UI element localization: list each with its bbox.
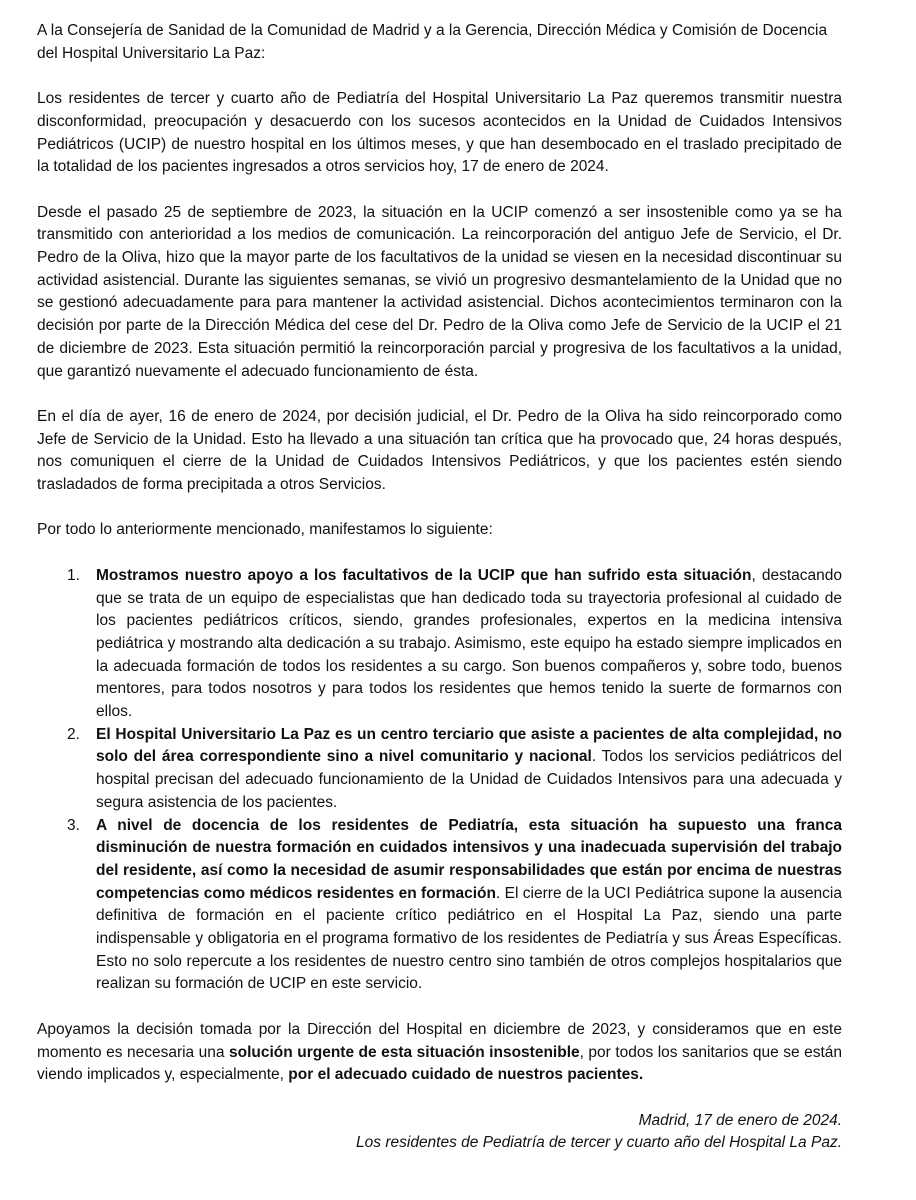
salutation bbox=[37, 20, 842, 65]
list-item-number: 2. bbox=[67, 725, 80, 743]
list-item bbox=[37, 724, 842, 815]
list-item-number: 1. bbox=[67, 566, 80, 584]
signature-place-date: Madrid, 17 de enero de 2024. bbox=[638, 1111, 842, 1129]
list-item bbox=[37, 565, 842, 724]
closing-bold-2: por el adecuado cuidado de nuestros pacientes. bbox=[288, 1066, 644, 1084]
list-item-text: , destacando que se trata de un equipo de especialistas que han dedicado toda su trayectoria profesional al cuidado de los pacientes pediátricos críticos, siendo, grandes profesionales, expertos en la medicina intensiva pediátrica y mostrando alta dedicación a su trabajo. Asimismo, este equipo ha estado siempre implicados en la adecuada formación de todos los residentes a su cargo. Son buenos compañeros y, sobre todo, buenos mentores, para todos nosotros y para todos los residentes que hemos tenido la suerte de formarnos con ellos. bbox=[96, 566, 842, 721]
signature-block bbox=[37, 1110, 842, 1155]
list-item bbox=[37, 815, 842, 997]
closing-text-1: Apoyamos la decisión tomada por la Dirección del Hospital en diciembre de 2023, y consideramos que en este momento es necesaria una bbox=[37, 1020, 842, 1061]
paragraph-current-events: En el día de ayer, 16 de enero de 2024, por decisión judicial, el Dr. Pedro de la Oliva ha sido reincorporado como Jefe de Servicio de la Unidad. Esto ha llevado a una situación tan crítica que ha provocado que, 24 horas después, nos comuniquen el cierre de la Unidad de Cuidados Intensivos Pediátricos, y que los pacientes estén siendo trasladados de forma precipitada a otros Servicios. bbox=[37, 407, 842, 494]
list-item-number: 3. bbox=[67, 816, 80, 834]
statement-list bbox=[37, 565, 842, 996]
signature-authors: Los residentes de Pediatría de tercer y cuarto año del Hospital La Paz. bbox=[356, 1134, 842, 1152]
paragraph-intro: Los residentes de tercer y cuarto año de Pediatría del Hospital Universitario La Paz queremos transmitir nuestra disconformidad, preocupación y desacuerdo con los sucesos acontecidos en la Unidad de Cuidados Intensivos Pediátricos (UCIP) de nuestro hospital en los últimos meses, y que han desembocado en el traslado precipitado de la totalidad de los pacientes ingresados a otros servicios hoy, 17 de enero de 2024. bbox=[37, 90, 842, 176]
letter-document bbox=[37, 20, 842, 1155]
paragraph-closing bbox=[37, 1019, 842, 1087]
salutation-line-1: A la Consejería de Sanidad de la Comunidad de Madrid y a la Gerencia, Dirección Médica y Comisión de Docencia bbox=[37, 22, 828, 39]
closing-text-2: , por todos los sanitarios que se están viendo implicados y, especialmente, bbox=[37, 1043, 842, 1084]
list-item-bold: A nivel de docencia de los residentes de Pediatría, esta situación ha supuesto una franca disminución de nuestra formación en cuidados intensivos y una inadecuada supervisión del trabajo del residente, así como la necesidad de asumir responsabilidades que están por encima de nuestras competencias como médicos residentes en formación bbox=[96, 816, 842, 902]
list-item-bold: Mostramos nuestro apoyo a los facultativos de la UCIP que han sufrido esta situación bbox=[96, 566, 752, 584]
list-item-text: . Todos los servicios pediátricos del hospital precisan del adecuado funcionamiento de la Unidad de Cuidados Intensivos para una adecuada y segura asistencia de los pacientes. bbox=[96, 748, 842, 811]
list-item-bold: El Hospital Universitario La Paz es un centro terciario que asiste a pacientes de alta complejidad, no solo del área correspondiente sino a nivel comunitario y nacional bbox=[96, 725, 842, 766]
paragraph-background: Desde el pasado 25 de septiembre de 2023, la situación en la UCIP comenzó a ser insostenible como ya se ha transmitido con anterioridad a los medios de comunicación. La reincorporación del antiguo Jefe de Servicio, el Dr. Pedro de la Oliva, hizo que la mayor parte de los facultativos de la unidad se viesen en la necesidad discontinuar su actividad asistencial. Durante las siguientes semanas, se vivió un progresivo desmantelamiento de la Unidad que no se gestionó adecuadamente para para mantener la actividad asistencial. Dichos acontecimientos terminaron con la decisión por parte de la Dirección Médica del cese del Dr. Pedro de la Oliva como Jefe de Servicio de la UCIP el 21 de diciembre de 2023. Esta situación permitió la reincorporación parcial y progresiva de los facultativos a la unidad, que garantizó nuevamente el adecuado funcionamiento de ésta. bbox=[37, 203, 842, 380]
closing-bold-1: solución urgente de esta situación insostenible bbox=[229, 1043, 580, 1061]
salutation-line-2: del Hospital Universitario La Paz: bbox=[37, 44, 266, 62]
paragraph-statement-intro: Por todo lo anteriormente mencionado, manifestamos lo siguiente: bbox=[37, 521, 493, 539]
list-item-text: . El cierre de la UCI Pediátrica supone la ausencia definitiva de formación en el paciente crítico pediátrico en el Hospital La Paz, siendo una parte indispensable y obligatoria en el programa formativo de los residentes de Pediatría y sus Áreas Específicas. Esto no solo repercute a los residentes de nuestro centro sino también de otros complejos hospitalarios que realizan su formación de UCIP en este servicio. bbox=[96, 884, 842, 993]
